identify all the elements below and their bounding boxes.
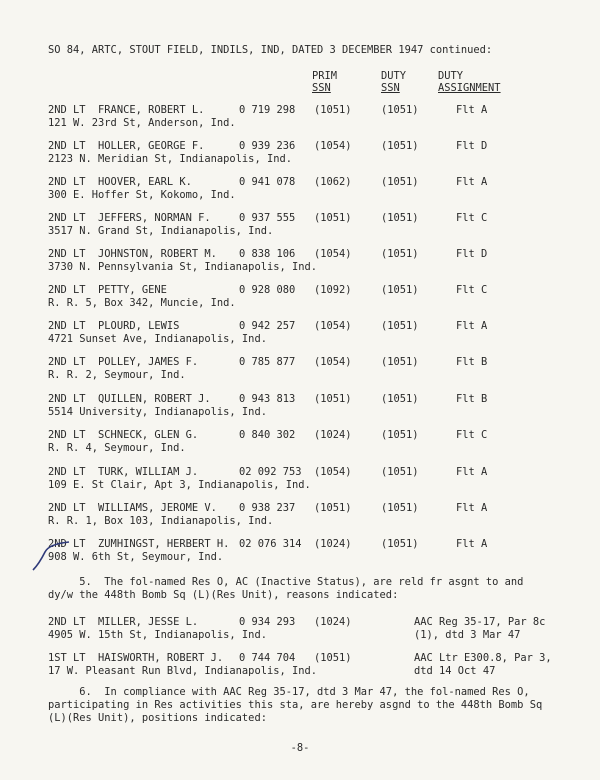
officer-address: 2123 N. Meridian St, Indianapolis, Ind. <box>48 153 292 165</box>
duty-assignment: Flt A <box>456 320 488 332</box>
officer-name: 1ST LT HAISWORTH, ROBERT J. <box>48 652 224 664</box>
handwritten-check-mark-icon <box>31 540 71 574</box>
duty-ssn: (1051) <box>381 320 419 332</box>
officer-entry <box>48 176 568 204</box>
officer-entry <box>48 284 568 312</box>
duty-assignment: Flt C <box>456 284 488 296</box>
officer-name: 2ND LT HOOVER, EARL K. <box>48 176 192 188</box>
duty-ssn: (1051) <box>381 140 419 152</box>
reason-line-1: AAC Ltr E300.8, Par 3, <box>414 652 552 664</box>
primary-ssn: (1051) <box>314 104 352 116</box>
column-header-duty-assignment <box>438 70 501 94</box>
duty-assignment: Flt D <box>456 140 488 152</box>
officer-entry <box>48 320 568 348</box>
officer-name: 2ND LT HOLLER, GEORGE F. <box>48 140 205 152</box>
primary-ssn: (1051) <box>314 393 352 405</box>
paragraph-5: 5. The fol-named Res O, AC (Inactive Status), are reld fr asgnt to and dy/w the 448th Bomb Sq (L)(Res Unit), reasons indicated: <box>48 576 524 601</box>
officer-name: 2ND LT WILLIAMS, JEROME V. <box>48 502 217 514</box>
officer-entry <box>48 248 568 276</box>
duty-ssn: (1051) <box>381 393 419 405</box>
officer-name: 2ND LT PETTY, GENE <box>48 284 167 296</box>
primary-ssn: (1092) <box>314 284 352 296</box>
column-header-prim-line2: SSN <box>312 82 331 94</box>
primary-ssn: (1024) <box>314 616 352 628</box>
serial-number: 0 938 237 <box>239 502 296 514</box>
duty-ssn: (1051) <box>381 176 419 188</box>
duty-assignment: Flt C <box>456 212 488 224</box>
primary-ssn: (1054) <box>314 320 352 332</box>
officer-entry <box>48 140 568 168</box>
serial-number: 0 941 078 <box>239 176 296 188</box>
reason-line-2: (1), dtd 3 Mar 47 <box>414 629 521 641</box>
officer-address: R. R. 5, Box 342, Muncie, Ind. <box>48 297 236 309</box>
page-number: -8- <box>290 742 310 754</box>
officer-address: 5514 University, Indianapolis, Ind. <box>48 406 267 418</box>
officer-name: 2ND LT FRANCE, ROBERT L. <box>48 104 205 116</box>
officer-name: 2ND LT PLOURD, LEWIS <box>48 320 180 332</box>
column-header-duty-ssn-line2: SSN <box>381 82 400 94</box>
serial-number: 0 838 106 <box>239 248 296 260</box>
primary-ssn: (1024) <box>314 429 352 441</box>
duty-ssn: (1051) <box>381 104 419 116</box>
officer-entry <box>48 466 568 494</box>
column-header-duty-asgn-line1: DUTY <box>438 70 464 82</box>
duty-assignment: Flt A <box>456 538 488 550</box>
serial-number: 0 937 555 <box>239 212 296 224</box>
officer-address: R. R. 4, Seymour, Ind. <box>48 442 186 454</box>
serial-number: 02 076 314 <box>239 538 302 550</box>
paragraph-6: 6. In compliance with AAC Reg 35-17, dtd 3 Mar 47, the fol-named Res O, participating in Res activities this sta, are hereby asgnd to the 448th Bomb Sq (L)(Res Unit), positions indicated: <box>48 686 543 724</box>
duty-ssn: (1051) <box>381 356 419 368</box>
primary-ssn: (1051) <box>314 212 352 224</box>
column-header-prim-ssn <box>312 70 337 94</box>
relieved-officer-entry <box>48 616 568 644</box>
officer-address: 300 E. Hoffer St, Kokomo, Ind. <box>48 189 236 201</box>
officer-entry <box>48 356 568 384</box>
reason-line-2: dtd 14 Oct 47 <box>414 665 496 677</box>
column-header-prim-line1: PRIM <box>312 70 338 82</box>
primary-ssn: (1051) <box>314 502 352 514</box>
officer-address: 109 E. St Clair, Apt 3, Indianapolis, Ind. <box>48 479 311 491</box>
duty-ssn: (1051) <box>381 538 419 550</box>
officer-name: 2ND LT POLLEY, JAMES F. <box>48 356 199 368</box>
officer-entry <box>48 393 568 421</box>
officer-name: 2ND LT JOHNSTON, ROBERT M. <box>48 248 217 260</box>
serial-number: 0 840 302 <box>239 429 296 441</box>
officer-address: 3730 N. Pennsylvania St, Indianapolis, Ind. <box>48 261 317 273</box>
serial-number: 0 719 298 <box>239 104 296 116</box>
duty-assignment: Flt A <box>456 104 488 116</box>
serial-number: 0 744 704 <box>239 652 296 664</box>
officer-address: 4905 W. 15th St, Indianapolis, Ind. <box>48 629 267 641</box>
officer-name: 2ND LT MILLER, JESSE L. <box>48 616 199 628</box>
primary-ssn: (1062) <box>314 176 352 188</box>
officer-entry <box>48 212 568 240</box>
officer-name: 2ND LT SCHNECK, GLEN G. <box>48 429 199 441</box>
officer-address: R. R. 1, Box 103, Indianapolis, Ind. <box>48 515 274 527</box>
reason-line-1: AAC Reg 35-17, Par 8c <box>414 616 546 628</box>
officer-address: 4721 Sunset Ave, Indianapolis, Ind. <box>48 333 267 345</box>
serial-number: 0 943 813 <box>239 393 296 405</box>
officer-entry <box>48 538 568 566</box>
serial-number: 0 934 293 <box>239 616 296 628</box>
officer-address: R. R. 2, Seymour, Ind. <box>48 369 186 381</box>
primary-ssn: (1054) <box>314 248 352 260</box>
officer-address: 121 W. 23rd St, Anderson, Ind. <box>48 117 236 129</box>
officer-entry <box>48 502 568 530</box>
column-header-duty-ssn <box>381 70 406 94</box>
duty-assignment: Flt B <box>456 393 488 405</box>
primary-ssn: (1054) <box>314 466 352 478</box>
serial-number: 0 942 257 <box>239 320 296 332</box>
duty-ssn: (1051) <box>381 248 419 260</box>
document-header: SO 84, ARTC, STOUT FIELD, INDILS, IND, DATED 3 DECEMBER 1947 continued: <box>48 44 493 56</box>
serial-number: 0 785 877 <box>239 356 296 368</box>
officer-address: 908 W. 6th St, Seymour, Ind. <box>48 551 224 563</box>
serial-number: 0 939 236 <box>239 140 296 152</box>
duty-assignment: Flt A <box>456 176 488 188</box>
officer-name: 2ND LT TURK, WILLIAM J. <box>48 466 199 478</box>
primary-ssn: (1054) <box>314 140 352 152</box>
duty-ssn: (1051) <box>381 429 419 441</box>
officer-address: 17 W. Pleasant Run Blvd, Indianapolis, Ind. <box>48 665 317 677</box>
duty-ssn: (1051) <box>381 284 419 296</box>
duty-assignment: Flt C <box>456 429 488 441</box>
officer-address: 3517 N. Grand St, Indianapolis, Ind. <box>48 225 274 237</box>
duty-assignment: Flt A <box>456 502 488 514</box>
duty-assignment: Flt A <box>456 466 488 478</box>
serial-number: 02 092 753 <box>239 466 302 478</box>
duty-ssn: (1051) <box>381 502 419 514</box>
officer-entry <box>48 429 568 457</box>
primary-ssn: (1051) <box>314 652 352 664</box>
primary-ssn: (1054) <box>314 356 352 368</box>
officer-name: 2ND LT ZUMHINGST, HERBERT H. <box>48 538 230 550</box>
duty-assignment: Flt D <box>456 248 488 260</box>
column-header-duty-asgn-line2: ASSIGNMENT <box>438 82 501 94</box>
officer-entry <box>48 104 568 132</box>
column-header-duty-ssn-line1: DUTY <box>381 70 407 82</box>
primary-ssn: (1024) <box>314 538 352 550</box>
officer-name: 2ND LT JEFFERS, NORMAN F. <box>48 212 211 224</box>
serial-number: 0 928 080 <box>239 284 296 296</box>
officer-name: 2ND LT QUILLEN, ROBERT J. <box>48 393 211 405</box>
duty-assignment: Flt B <box>456 356 488 368</box>
duty-ssn: (1051) <box>381 466 419 478</box>
duty-ssn: (1051) <box>381 212 419 224</box>
relieved-officer-entry <box>48 652 568 680</box>
